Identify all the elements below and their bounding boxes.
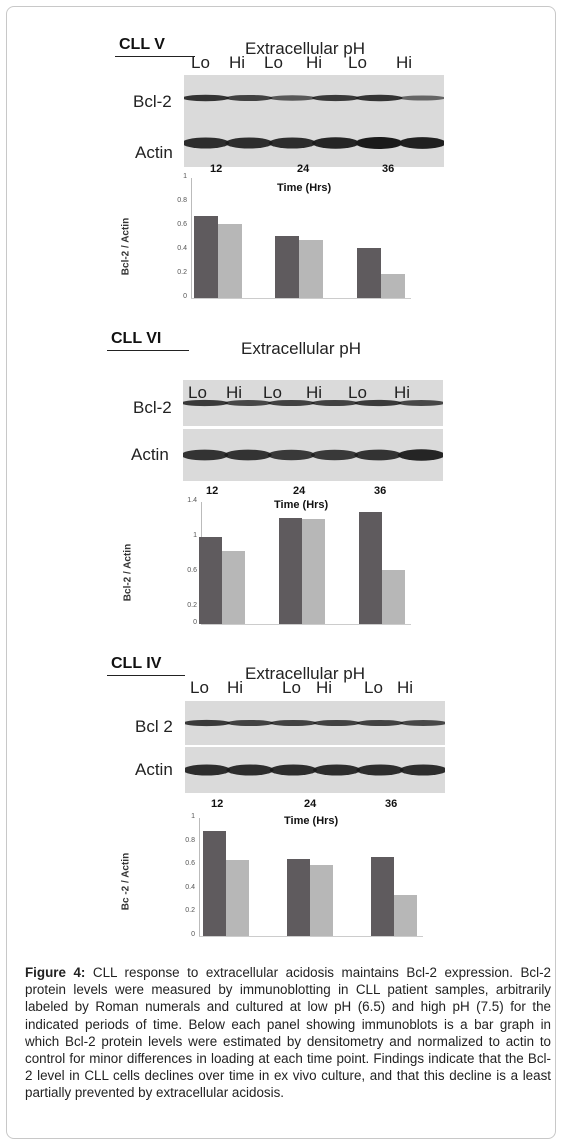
y-tick-label: 0.2 bbox=[185, 907, 195, 915]
bar-hi-12h bbox=[222, 551, 245, 624]
bar-lo-24h bbox=[287, 859, 310, 936]
actin-band bbox=[184, 137, 229, 148]
bcl2-band bbox=[312, 95, 359, 101]
bcl2-band bbox=[399, 95, 444, 100]
panel-title: CLL VI bbox=[111, 330, 162, 347]
caption-label: Figure 4: bbox=[25, 965, 86, 980]
y-tick-label: 1 bbox=[183, 173, 187, 180]
y-tick-label: 0 bbox=[183, 293, 187, 300]
bcl2-row-label: Bcl-2 bbox=[133, 398, 172, 417]
bcl2-row-label: Bcl-2 bbox=[133, 92, 172, 111]
actin-band bbox=[399, 137, 444, 149]
lane-label-lo: Lo bbox=[282, 678, 301, 697]
lane-label-hi: Hi bbox=[396, 53, 413, 72]
y-axis-label: Bcl-2 / Actin bbox=[122, 543, 134, 602]
figure-caption bbox=[25, 964, 551, 1102]
actin-row-label: Actin bbox=[135, 143, 173, 162]
bcl2-band bbox=[356, 720, 403, 726]
x-axis-baseline bbox=[201, 624, 411, 625]
figure-frame bbox=[6, 6, 556, 1139]
panel-title: CLL V bbox=[119, 36, 165, 53]
bar-hi-24h bbox=[310, 865, 333, 936]
bar-hi-12h bbox=[218, 224, 242, 298]
bar-hi-12h bbox=[226, 860, 249, 936]
bcl2-immunoblot bbox=[184, 75, 444, 121]
actin-band bbox=[400, 764, 445, 775]
actin-band bbox=[313, 764, 360, 775]
timepoint-label: 12 bbox=[210, 163, 223, 175]
timepoint-label: 24 bbox=[293, 485, 306, 497]
actin-band bbox=[312, 137, 359, 148]
y-tick-label: 0.2 bbox=[187, 601, 197, 609]
actin-band bbox=[356, 764, 403, 775]
actin-band bbox=[268, 450, 315, 461]
lane-label-lo: Lo bbox=[188, 383, 207, 402]
bar-lo-36h bbox=[357, 248, 381, 298]
y-tick-label: 0.4 bbox=[177, 245, 187, 252]
y-axis-label: Bcl-2 / Actin bbox=[120, 217, 132, 276]
timepoint-label: 24 bbox=[297, 163, 310, 175]
ph-title: Extracellular pH bbox=[245, 39, 365, 58]
actin-band bbox=[224, 450, 271, 461]
actin-band bbox=[185, 764, 230, 775]
bcl2-band bbox=[313, 720, 360, 726]
y-tick-label: 1 bbox=[191, 813, 195, 820]
bar-lo-36h bbox=[371, 857, 394, 936]
panel-title-underline bbox=[115, 56, 195, 57]
actin-band bbox=[225, 137, 272, 148]
bcl2-immunoblot bbox=[185, 701, 445, 745]
lane-label-lo: Lo bbox=[191, 53, 210, 72]
actin-band bbox=[355, 137, 402, 149]
bcl2-row-label: Bcl 2 bbox=[135, 717, 173, 736]
timepoint-label: 12 bbox=[206, 485, 219, 497]
lane-label-hi: Hi bbox=[227, 678, 244, 697]
y-tick-label: 0.4 bbox=[185, 883, 195, 891]
y-tick-label: 0.2 bbox=[177, 269, 187, 276]
bcl2-band bbox=[269, 95, 316, 100]
y-tick-label: 0.8 bbox=[185, 836, 195, 844]
panel-title: CLL IV bbox=[111, 655, 162, 672]
bcl2-band bbox=[185, 720, 230, 726]
ph-title: Extracellular pH bbox=[245, 664, 365, 683]
actin-immunoblot bbox=[184, 119, 444, 167]
lane-label-hi: Hi bbox=[316, 678, 333, 697]
actin-band bbox=[270, 764, 317, 775]
actin-row-label: Actin bbox=[135, 760, 173, 779]
ph-title: Extracellular pH bbox=[241, 339, 361, 358]
actin-immunoblot bbox=[185, 747, 445, 793]
y-tick-label: 1.4 bbox=[187, 497, 197, 504]
actin-band bbox=[226, 764, 273, 775]
actin-row-label: Actin bbox=[131, 445, 169, 464]
y-tick-label: 1 bbox=[193, 531, 197, 539]
lane-label-hi: Hi bbox=[306, 383, 323, 402]
lane-label-lo: Lo bbox=[348, 383, 367, 402]
actin-band bbox=[311, 450, 358, 461]
lane-label-hi: Hi bbox=[397, 678, 414, 697]
panel-title-underline bbox=[107, 675, 185, 676]
bar-lo-12h bbox=[203, 831, 226, 936]
lane-label-hi: Hi bbox=[306, 53, 323, 72]
y-axis-line bbox=[191, 178, 192, 298]
bcl2-band bbox=[400, 720, 445, 726]
y-tick-label: 0.6 bbox=[177, 221, 187, 228]
y-axis-label: Bc -2 / Actin bbox=[120, 852, 132, 911]
lane-label-lo: Lo bbox=[190, 678, 209, 697]
y-tick-label: 0.8 bbox=[177, 197, 187, 204]
bar-hi-36h bbox=[382, 570, 405, 624]
bcl2-band bbox=[184, 95, 229, 101]
bcl2-band bbox=[226, 720, 273, 726]
bar-hi-36h bbox=[394, 895, 417, 936]
actin-immunoblot bbox=[183, 429, 443, 481]
timepoint-label: 36 bbox=[374, 485, 387, 497]
timepoint-label: 36 bbox=[382, 163, 395, 175]
bar-lo-24h bbox=[275, 236, 299, 298]
x-axis-label: Time (Hrs) bbox=[274, 499, 329, 511]
bar-lo-12h bbox=[194, 216, 218, 298]
timepoint-label: 24 bbox=[304, 798, 317, 810]
panel-title-underline bbox=[107, 350, 189, 351]
x-axis-label: Time (Hrs) bbox=[284, 815, 339, 827]
y-axis-line bbox=[199, 818, 200, 936]
actin-band bbox=[354, 450, 401, 461]
bcl2-band bbox=[355, 95, 402, 101]
y-tick-label: 0 bbox=[191, 931, 195, 938]
lane-label-lo: Lo bbox=[348, 53, 367, 72]
x-axis-baseline bbox=[191, 298, 411, 299]
lane-label-lo: Lo bbox=[364, 678, 383, 697]
bar-hi-24h bbox=[302, 519, 325, 624]
x-axis-baseline bbox=[199, 936, 423, 937]
timepoint-label: 36 bbox=[385, 798, 398, 810]
bar-lo-12h bbox=[199, 537, 222, 624]
caption-text: CLL response to extracellular acidosis maintains Bcl-2 expression. Bcl-2 protein levels were measured by immunoblotting in CLL patient samples, arbitrarily labeled by Roman numerals and cultured at low pH (6.5) and high pH (7.5) for the indicated periods of time. Below each panel showing immunoblots is a bar graph in which Bcl-2 protein levels were estimated by densitometry and normalized to actin to control for minor differences in loading at each time point. Findings indicate that the Bcl-2 level in CLL cells declines over time in ex vivo culture, and that this decline is a least partially prevented by extracellular acidosis. bbox=[25, 965, 551, 1101]
lane-label-hi: Hi bbox=[226, 383, 243, 402]
lane-label-lo: Lo bbox=[263, 383, 282, 402]
actin-band bbox=[269, 137, 316, 148]
y-tick-label: 0 bbox=[193, 619, 197, 626]
lane-label-hi: Hi bbox=[229, 53, 246, 72]
lane-label-lo: Lo bbox=[264, 53, 283, 72]
actin-band bbox=[398, 449, 443, 460]
y-tick-label: 0.6 bbox=[185, 860, 195, 868]
bar-lo-24h bbox=[279, 518, 302, 624]
timepoint-label: 12 bbox=[211, 798, 224, 810]
y-tick-label: 0.6 bbox=[187, 566, 197, 574]
bcl2-band bbox=[270, 720, 317, 726]
bcl2-band bbox=[225, 95, 272, 101]
lane-label-hi: Hi bbox=[394, 383, 411, 402]
bar-hi-24h bbox=[299, 240, 323, 298]
bar-lo-36h bbox=[359, 512, 382, 624]
bar-hi-36h bbox=[381, 274, 405, 298]
x-axis-label: Time (Hrs) bbox=[277, 182, 332, 194]
actin-band bbox=[183, 450, 228, 461]
